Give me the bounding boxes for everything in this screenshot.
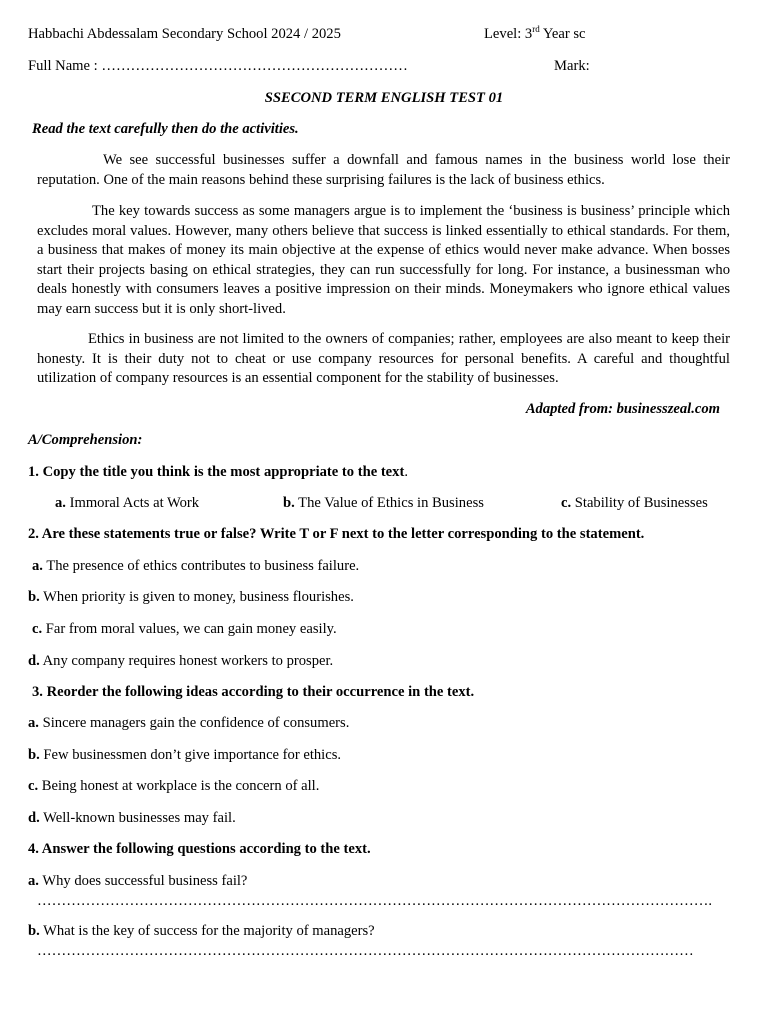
paragraph-1: We see successful businesses suffer a downfall and famous names in the business world lose their reputation. One of the main reasons behind these surprising failures is the lack of business ethics.	[37, 152, 730, 188]
item-letter: b.	[28, 589, 40, 605]
q4-item-a	[28, 872, 247, 892]
item-letter: b.	[28, 923, 40, 939]
level-label	[484, 25, 586, 45]
item-text: Few businessmen don’t give importance for ethics.	[39, 747, 342, 763]
q3-item-a[interactable]	[28, 714, 349, 734]
item-letter: a.	[32, 558, 43, 574]
option-letter: a.	[55, 495, 66, 511]
level-suffix: Year sc	[539, 26, 586, 42]
q3-item-c[interactable]	[28, 777, 319, 797]
item-letter: d.	[28, 653, 40, 669]
q2-item-d[interactable]	[28, 652, 333, 672]
item-letter: c.	[28, 778, 39, 794]
question-1-text: 1. Copy the title you think is the most appropriate to the text	[28, 464, 405, 480]
item-letter: a.	[28, 873, 39, 889]
option-letter: c.	[561, 495, 572, 511]
answer-line-a[interactable]: ………………………………………………………………………………………………………………………….	[37, 893, 712, 909]
q2-item-c[interactable]	[32, 620, 337, 640]
option-text: Immoral Acts at Work	[65, 495, 200, 511]
option-letter: b.	[283, 495, 295, 511]
item-letter: a.	[28, 715, 39, 731]
q2-item-a[interactable]	[32, 557, 359, 577]
question-3: 3. Reorder the following ideas according to their occurrence in the text.	[32, 684, 475, 700]
option-text: Stability of Businesses	[571, 495, 708, 511]
q1-option-b[interactable]	[283, 494, 484, 514]
item-text: The presence of ethics contributes to business failure.	[42, 558, 360, 574]
answer-line-b[interactable]: ………………………………………………………………………………………………………………………	[37, 943, 694, 959]
question-1	[28, 463, 408, 483]
school-name: Habbachi Abdessalam Secondary School 2024 / 2025	[28, 26, 341, 42]
option-text: The Value of Ethics in Business	[294, 495, 484, 511]
q3-item-d[interactable]	[28, 809, 236, 829]
instruction: Read the text carefully then do the activities.	[32, 121, 299, 137]
q3-item-b[interactable]	[28, 746, 341, 766]
item-letter: c.	[32, 621, 43, 637]
paragraph-3: Ethics in business are not limited to the owners of companies; rather, employees are also meant to keep their honesty. It is their duty not to cheat or use company resources for personal benefits. A careful and thoughtful utilization of company resources is an essential component for the stability of businesses.	[37, 331, 730, 386]
question-2: 2. Are these statements true or false? Write T or F next to the letter corresponding to the statement.	[28, 526, 645, 542]
mark-field: Mark:	[554, 58, 590, 74]
q2-item-b[interactable]	[28, 588, 354, 608]
q1-option-a[interactable]	[55, 494, 199, 514]
fullname-field[interactable]: Full Name : ………………………………………………………	[28, 58, 408, 74]
question-1-period: .	[404, 464, 408, 480]
item-text: Being honest at workplace is the concern of all.	[38, 778, 320, 794]
page-title: SSECOND TERM ENGLISH TEST 01	[264, 90, 504, 106]
question-4: 4. Answer the following questions according to the text.	[28, 841, 371, 857]
q1-option-c[interactable]	[561, 494, 708, 514]
paragraph-2: The key towards success as some managers argue is to implement the ‘business is business’ principle which excludes moral values. However, many others believe that success is linked essentially to ethical standards. For them, a business that makes of money its main objective at the expense of ethics would never make advance. When bosses start their projects basing on ethical strategies, they can run successfully for long. For instance, a businessman who deals honestly with consumers leaves a positive impression on their minds. Moneymakers who ignore ethical values may earn success but it is only short-lived.	[37, 203, 730, 317]
source-credit: Adapted from: businesszeal.com	[525, 401, 720, 417]
item-text: When priority is given to money, business flourishes.	[39, 589, 354, 605]
level-sup: rd	[532, 24, 540, 35]
q4-item-b	[28, 922, 375, 942]
item-letter: b.	[28, 747, 40, 763]
section-title: A/Comprehension:	[28, 432, 143, 448]
item-text: Far from moral values, we can gain money easily.	[42, 621, 337, 637]
item-text: Why does successful business fail?	[38, 873, 248, 889]
item-text: Well-known businesses may fail.	[39, 810, 236, 826]
item-text: What is the key of success for the majority of managers?	[39, 923, 375, 939]
item-text: Sincere managers gain the confidence of consumers.	[38, 715, 350, 731]
item-letter: d.	[28, 810, 40, 826]
item-text: Any company requires honest workers to prosper.	[39, 653, 334, 669]
level-prefix: Level: 3	[484, 26, 533, 42]
